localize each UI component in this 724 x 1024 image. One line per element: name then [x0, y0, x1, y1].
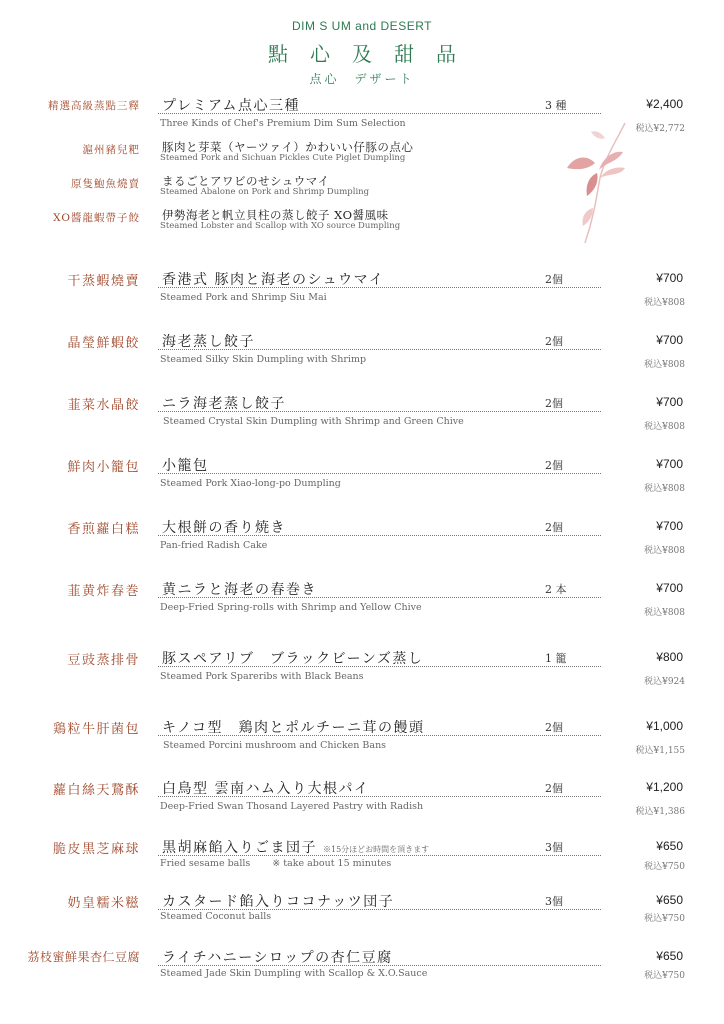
item-name-en: Deep-Fried Spring-rolls with Shrimp and Yellow Chive	[160, 602, 422, 613]
item-name-jp: カスタード餡入りココナッツ団子	[162, 894, 395, 910]
menu-item-swan-pastry	[0, 779, 724, 829]
item-name-jp: 白鳥型 雲南ハム入り大根パイ	[162, 781, 370, 797]
item-price: ¥650	[656, 839, 683, 853]
item-price-tax: 税込¥924	[644, 677, 685, 687]
item-name-en: Steamed Porcini mushroom and Chicken Bans	[163, 740, 387, 751]
item-name-zh: 鮮肉小籠包	[67, 460, 140, 475]
item-price-tax: 税込¥2,772	[635, 124, 685, 134]
item-name-zh: 干蒸蝦燒賣	[67, 274, 140, 289]
item-quantity: 2個	[545, 273, 563, 286]
item-name-en: Steamed Silky Skin Dumpling with Shrimp	[160, 354, 367, 365]
item-price: ¥700	[656, 581, 683, 595]
menu-item-siu-mai	[0, 270, 724, 320]
item-price-tax: 税込¥808	[644, 608, 685, 618]
item-price-tax: 税込¥1,155	[635, 746, 685, 756]
item-price-tax: 税込¥808	[644, 484, 685, 494]
item-name-jp: ニラ海老蒸し餃子	[162, 396, 286, 412]
dotted-rule	[158, 349, 601, 350]
item-name-jp	[162, 837, 429, 857]
dotted-rule	[158, 796, 601, 797]
item-name-zh: 蘿白絲天鵞酥	[52, 783, 140, 798]
item-name-jp: プレミアム点心三種	[162, 98, 300, 114]
item-quantity: 2個	[545, 721, 563, 734]
item-name-jp: 豚肉と芽菜（ヤーツァイ）かわいい仔豚の点心	[162, 140, 414, 154]
item-name-jp: 香港式 豚肉と海老のシュウマイ	[162, 272, 385, 288]
item-quantity: 2個	[545, 459, 563, 472]
menu-item-radish-cake	[0, 518, 724, 568]
menu-item-xiaolongbao	[0, 456, 724, 506]
item-name-zh: 脆皮黒芝麻球	[52, 842, 140, 857]
item-name-jp: キノコ型 鶏肉とポルチーニ茸の饅頭	[162, 720, 425, 736]
item-name-jp: 豚スペアリブ ブラックビーンズ蒸し	[162, 651, 424, 667]
item-name-en: Steamed Crystal Skin Dumpling with Shrimp and Green Chive	[163, 416, 464, 427]
item-price-tax: 税込¥808	[644, 422, 685, 432]
item-name-zh: 滬州豬兒粑	[82, 144, 140, 156]
item-name-en: Pan-fried Radish Cake	[160, 540, 268, 551]
dotted-rule	[158, 965, 601, 966]
dotted-rule	[158, 473, 601, 474]
item-name-zh: 香煎蘿白糕	[67, 522, 140, 537]
menu-title-jp: 点心 デザート	[309, 72, 415, 86]
item-price: ¥1,000	[646, 719, 683, 733]
item-price-tax: 税込¥808	[644, 360, 685, 370]
item-name-jp-text: 黒胡麻餡入りごま団子	[162, 840, 317, 856]
dotted-rule	[158, 287, 601, 288]
item-name-en: Steamed Coconut balls	[160, 911, 272, 922]
item-name-jp: 大根餅の香り焼き	[162, 520, 286, 536]
menu-subitem-piglet-dumpling	[0, 140, 724, 162]
item-name-en: Steamed Lobster and Scallop with XO source Dumpling	[160, 221, 401, 231]
item-name-en: Three Kinds of Chef's Premium Dim Sum Selection	[160, 118, 406, 129]
item-name-en	[160, 858, 391, 869]
dotted-rule	[158, 113, 601, 114]
item-name-zh: 豆豉蒸排骨	[67, 653, 140, 668]
menu-subitem-abalone-shumai	[0, 174, 724, 196]
dotted-rule	[158, 666, 601, 667]
item-name-zh: 鶏粒牛肝菌包	[52, 722, 140, 737]
item-quantity: 1 籠	[545, 652, 567, 665]
item-name-en: Steamed Pork Xiao-long-po Dumpling	[160, 478, 341, 489]
item-price-tax: 税込¥750	[644, 914, 685, 924]
item-name-jp: 伊勢海老と帆立貝柱の蒸し餃子 XO醤風味	[162, 208, 389, 222]
item-name-jp: 海老蒸し餃子	[162, 334, 255, 350]
item-name-jp: ライチハニーシロップの杏仁豆腐	[162, 950, 393, 966]
menu-item-chive-dumpling	[0, 394, 724, 444]
item-name-zh: 奶皇糯米糍	[67, 896, 140, 911]
menu-title-en: DIM S UM and DESERT	[292, 19, 432, 33]
item-name-en: Deep-Fried Swan Thosand Layered Pastry with Radish	[160, 801, 424, 812]
item-price: ¥700	[656, 519, 683, 533]
menu-title-zh: 點心及甜品	[268, 42, 478, 66]
item-price: ¥700	[656, 457, 683, 471]
item-name-en: Steamed Abalone on Pork and Shrimp Dumpling	[160, 187, 370, 197]
item-quantity: 2個	[545, 397, 563, 410]
item-price: ¥700	[656, 395, 683, 409]
dotted-rule	[158, 909, 601, 910]
item-quantity: 2個	[545, 521, 563, 534]
item-quantity: 3 種	[545, 99, 567, 112]
item-name-en: Steamed Pork Spareribs with Black Beans	[160, 671, 364, 682]
item-name-zh: 精選高級蒸點三釋	[48, 100, 140, 112]
item-price-tax: 税込¥750	[644, 862, 685, 872]
menu-item-sesame-balls	[0, 838, 724, 888]
menu-item-coconut-balls	[0, 892, 724, 942]
dotted-rule	[158, 411, 601, 412]
menu-item-spareribs	[0, 649, 724, 699]
menu-subitem-lobster-dumpling	[0, 208, 724, 230]
item-price: ¥700	[656, 271, 683, 285]
dotted-rule	[158, 735, 601, 736]
item-quantity: 3個	[545, 841, 563, 854]
wait-time-note-jp: ※15分ほどお時間を頂きます	[323, 845, 430, 854]
item-price: ¥800	[656, 650, 683, 664]
item-name-en: Steamed Pork and Shrimp Siu Mai	[160, 292, 327, 303]
item-name-en: Steamed Pork and Sichuan Pickles Cute Piglet Dumpling	[160, 153, 406, 163]
item-price-tax: 税込¥808	[644, 298, 685, 308]
item-name-en: Steamed Jade Skin Dumpling with Scallop & X.O.Sauce	[160, 968, 428, 979]
item-name-jp: 小籠包	[162, 458, 209, 474]
item-price-tax: 税込¥750	[644, 971, 685, 981]
menu-item-spring-rolls	[0, 580, 724, 630]
item-price: ¥1,200	[646, 780, 683, 794]
item-price: ¥2,400	[646, 97, 683, 111]
item-quantity: 2 本	[545, 583, 567, 596]
dotted-rule	[158, 535, 601, 536]
item-price: ¥650	[656, 949, 683, 963]
item-quantity: 3個	[545, 895, 563, 908]
item-price-tax: 税込¥1,386	[635, 807, 685, 817]
item-name-jp: 黄ニラと海老の春巻き	[162, 582, 317, 598]
item-name-zh: 茘枝蜜鮮果杏仁豆腐	[27, 950, 140, 964]
item-price-tax: 税込¥808	[644, 546, 685, 556]
item-name-zh: 韮黄炸春巻	[67, 584, 140, 599]
item-name-zh: 晶瑩鮮蝦餃	[67, 336, 140, 351]
item-quantity: 2個	[545, 782, 563, 795]
menu-item-porcini-bun	[0, 718, 724, 768]
wait-time-note-en: ※ take about 15 minutes	[272, 858, 392, 869]
item-price: ¥650	[656, 893, 683, 907]
item-name-zh: 韮菜水晶餃	[67, 398, 140, 413]
item-name-zh: 原隻鮑魚燒賣	[71, 178, 140, 190]
item-name-zh: XO醬龍蝦帶子餃	[53, 212, 140, 224]
dotted-rule	[158, 597, 601, 598]
item-quantity: 2個	[545, 335, 563, 348]
dotted-rule	[158, 855, 601, 856]
menu-item-almond-tofu	[0, 948, 724, 998]
item-name-jp: まるごとアワビのせシュウマイ	[162, 174, 330, 188]
item-price: ¥700	[656, 333, 683, 347]
item-name-en-text: Fried sesame balls	[160, 858, 251, 869]
menu-item-shrimp-dumpling	[0, 332, 724, 382]
